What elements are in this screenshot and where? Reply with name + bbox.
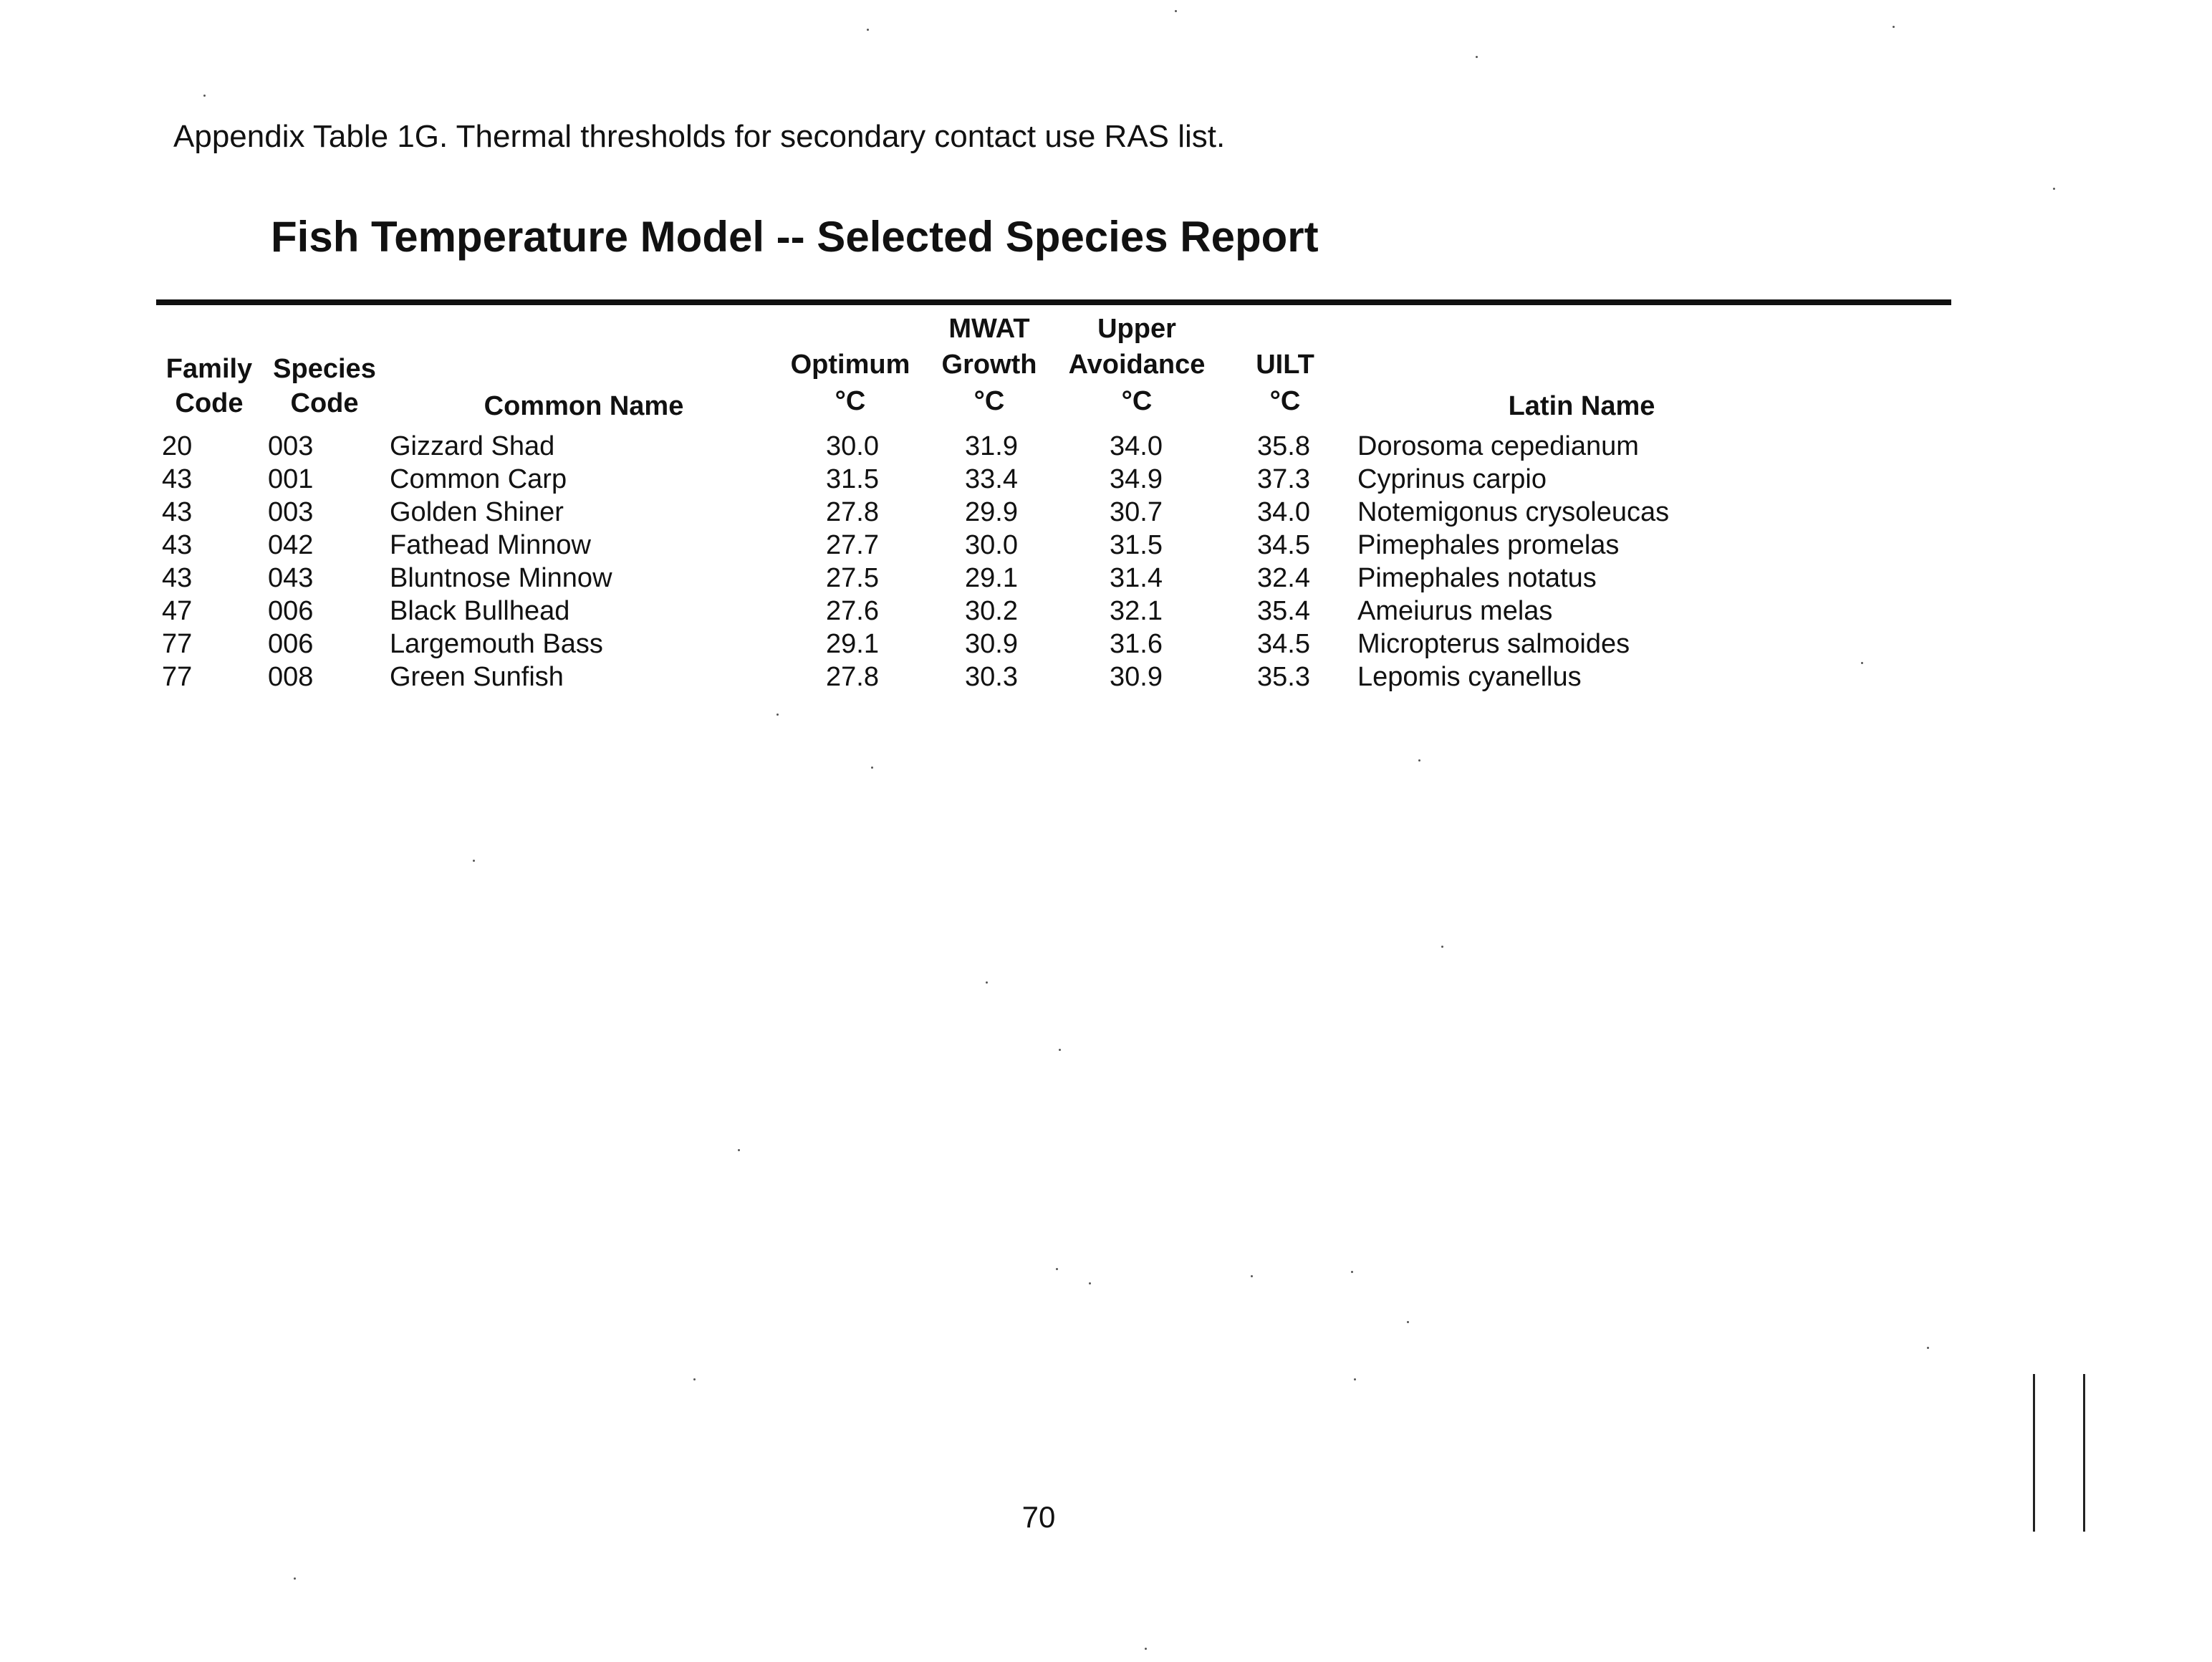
uilt-cell: 35.4 (1257, 596, 1310, 626)
scan-edge-line (2033, 1374, 2035, 1532)
optimum-cell: 30.0 (826, 431, 879, 461)
common-name-cell: Bluntnose Minnow (390, 563, 612, 593)
latin-name-cell: Pimephales notatus (1357, 563, 1597, 593)
uilt-cell: 35.8 (1257, 431, 1310, 461)
scan-speck (693, 1378, 696, 1380)
family-code-cell: 43 (162, 530, 193, 560)
mwat-cell: 30.0 (965, 530, 1018, 560)
species-code-cell: 003 (268, 497, 314, 527)
species-code-cell: 043 (268, 563, 314, 593)
optimum-cell: 27.7 (826, 530, 879, 560)
optimum-cell: 27.8 (826, 662, 879, 692)
avoidance-cell: 31.4 (1110, 563, 1163, 593)
common-name-cell: Fathead Minnow (390, 530, 591, 560)
scan-speck (867, 29, 869, 31)
family-code-cell: 43 (162, 464, 193, 494)
scan-speck (2053, 188, 2055, 190)
scan-speck (1251, 1275, 1253, 1277)
uilt-cell: 34.5 (1257, 530, 1310, 560)
uilt-cell: 37.3 (1257, 464, 1310, 494)
avoidance-cell: 31.5 (1110, 530, 1163, 560)
family-code-cell: 47 (162, 596, 193, 626)
mwat-cell: 30.2 (965, 596, 1018, 626)
mwat-cell: 29.9 (965, 497, 1018, 527)
avoidance-cell: 34.9 (1110, 464, 1163, 494)
common-name-cell: Black Bullhead (390, 596, 570, 626)
family-code-cell: 43 (162, 497, 193, 527)
mwat-cell: 30.3 (965, 662, 1018, 692)
scan-speck (1145, 1648, 1147, 1650)
latin-name-cell: Ameiurus melas (1357, 596, 1553, 626)
avoidance-cell: 30.9 (1110, 662, 1163, 692)
family-code-cell: 77 (162, 629, 193, 659)
species-code-cell: 008 (268, 662, 314, 692)
family-code-cell: 77 (162, 662, 193, 692)
uilt-cell: 35.3 (1257, 662, 1310, 692)
avoidance-cell: 31.6 (1110, 629, 1163, 659)
optimum-cell: 27.8 (826, 497, 879, 527)
avoidance-cell: 30.7 (1110, 497, 1163, 527)
avoidance-cell: 34.0 (1110, 431, 1163, 461)
avoidance-cell: 32.1 (1110, 596, 1163, 626)
scan-speck (1056, 1268, 1058, 1270)
uilt-cell: 32.4 (1257, 563, 1310, 593)
scan-speck (203, 95, 206, 97)
mwat-cell: 33.4 (965, 464, 1018, 494)
scan-speck (871, 767, 873, 769)
uilt-cell: 34.0 (1257, 497, 1310, 527)
table-caption: Appendix Table 1G. Thermal thresholds for secondary contact use RAS list. (173, 119, 1226, 154)
latin-name-cell: Notemigonus crysoleucas (1357, 497, 1670, 527)
scan-speck (294, 1577, 296, 1580)
species-code-cell: 006 (268, 629, 314, 659)
scan-speck (776, 714, 779, 716)
species-code-cell: 003 (268, 431, 314, 461)
scan-speck (1354, 1378, 1356, 1380)
scan-speck (1175, 10, 1177, 12)
family-code-cell: 20 (162, 431, 193, 461)
species-code-cell: 001 (268, 464, 314, 494)
scan-speck (1418, 759, 1420, 762)
common-name-cell: Green Sunfish (390, 662, 564, 692)
uilt-cell: 34.5 (1257, 629, 1310, 659)
scan-speck (1407, 1321, 1409, 1323)
common-name-cell: Gizzard Shad (390, 431, 555, 461)
scan-speck (1089, 1282, 1091, 1284)
scan-edge-line (2083, 1374, 2085, 1532)
latin-name-cell: Cyprinus carpio (1357, 464, 1547, 494)
latin-name-cell: Pimephales promelas (1357, 530, 1620, 560)
optimum-cell: 27.6 (826, 596, 879, 626)
scan-speck (1476, 56, 1478, 58)
scan-speck (1927, 1347, 1929, 1349)
species-code-cell: 006 (268, 596, 314, 626)
latin-name-cell: Micropterus salmoides (1357, 629, 1630, 659)
report-title: Fish Temperature Model -- Selected Species Report (271, 213, 1319, 261)
scan-speck (738, 1149, 740, 1151)
scan-speck (986, 981, 988, 984)
common-name-cell: Golden Shiner (390, 497, 564, 527)
mwat-cell: 30.9 (965, 629, 1018, 659)
mwat-cell: 29.1 (965, 563, 1018, 593)
mwat-cell: 31.9 (965, 431, 1018, 461)
scan-speck (1441, 946, 1443, 948)
optimum-cell: 29.1 (826, 629, 879, 659)
latin-name-cell: Dorosoma cepedianum (1357, 431, 1639, 461)
scan-speck (1351, 1271, 1353, 1273)
common-name-cell: Common Carp (390, 464, 567, 494)
title-rule (156, 299, 1951, 305)
optimum-cell: 31.5 (826, 464, 879, 494)
scan-speck (1059, 1049, 1061, 1051)
common-name-cell: Largemouth Bass (390, 629, 603, 659)
optimum-cell: 27.5 (826, 563, 879, 593)
page-number: 70 (1021, 1500, 1056, 1534)
scan-speck (1861, 662, 1863, 664)
scan-speck (473, 860, 475, 862)
family-code-cell: 43 (162, 563, 193, 593)
species-code-cell: 042 (268, 530, 314, 560)
scan-speck (1893, 26, 1895, 28)
latin-name-cell: Lepomis cyanellus (1357, 662, 1582, 692)
